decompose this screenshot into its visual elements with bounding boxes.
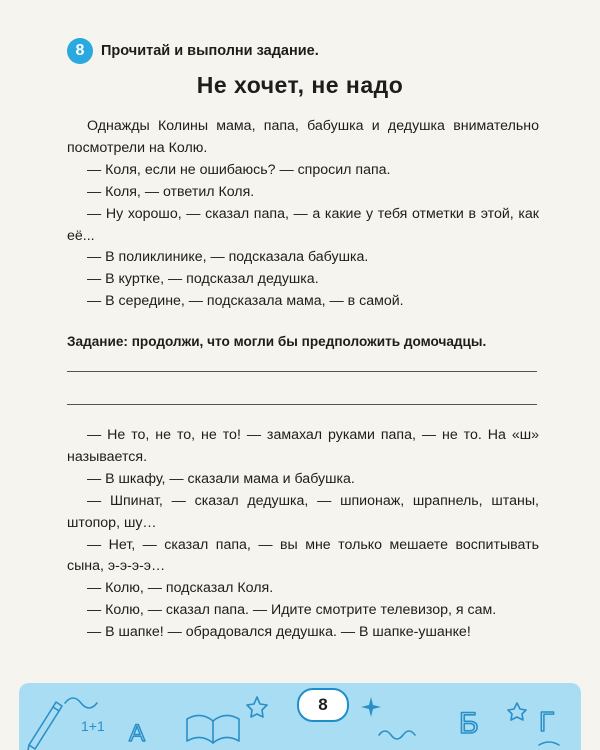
- task-number-badge: 8: [67, 38, 93, 64]
- page-number: 8: [297, 688, 349, 722]
- answer-line[interactable]: [67, 371, 537, 372]
- pencil-icon: [28, 702, 62, 750]
- star-icon: [247, 697, 267, 717]
- paragraph: — Коля, если не ошибаюсь? — спросил папа.: [87, 161, 391, 178]
- paragraph: — В шапке! — обрадовался дедушка. — В шапке-ушанке!: [87, 624, 471, 641]
- paragraph: — Шпинат, — сказал дедушка, — шпионаж, шрапнель, штаны, штопор, шу…: [67, 492, 539, 531]
- swirl-icon: [539, 742, 559, 745]
- math-doodle: 1+1: [81, 718, 105, 734]
- paragraph: — В середине, — подсказала мама, — в самой.: [87, 293, 404, 310]
- task-instruction: Прочитай и выполни задание.: [101, 43, 319, 59]
- story-title: Не хочет, не надо: [196, 72, 404, 98]
- paragraph: — В куртке, — подсказал дедушка.: [87, 271, 319, 288]
- paragraph: — В шкафу, — сказали мама и бабушка.: [87, 470, 355, 487]
- paragraph: — Не то, не то, не то! — замахал руками папа, — не то. На «ш» называется.: [67, 427, 539, 465]
- paragraph: — Колю, — сказал папа. — Идите смотрите телевизор, я сам.: [87, 602, 497, 619]
- letter-g-doodle: Г: [539, 706, 555, 737]
- sparkle-icon: [361, 697, 381, 717]
- story-part-1: [67, 116, 539, 313]
- letter-a-doodle: А: [129, 720, 146, 747]
- paragraph: Однажды Колины мама, папа, бабушка и дедушка внимательно посмотрели на Колю.: [67, 118, 539, 156]
- story-part-2: [67, 425, 539, 644]
- answer-line[interactable]: [67, 404, 537, 405]
- paragraph: — Колю, — подсказал Коля.: [87, 580, 274, 597]
- paragraph: — Ну хорошо, — сказал папа, — а какие у тебя отметки в этой, как её...: [67, 205, 539, 244]
- letter-b-doodle: Б: [459, 707, 479, 740]
- task-header: [67, 38, 319, 64]
- star-icon: [508, 703, 526, 720]
- assignment-text: Задание: продолжи, что могли бы предположить домочадцы.: [67, 334, 487, 349]
- paragraph: — Нет, — сказал папа, — вы мне только мешаете воспитывать сына, э-э-э-э…: [67, 536, 539, 575]
- squiggle-icon: [379, 731, 415, 739]
- footer-band: [19, 683, 581, 750]
- paragraph: — Коля, — ответил Коля.: [87, 183, 255, 200]
- paragraph: — В поликлинике, — подсказала бабушка.: [87, 249, 369, 266]
- book-icon: [187, 715, 239, 743]
- swirl-icon: [65, 698, 97, 708]
